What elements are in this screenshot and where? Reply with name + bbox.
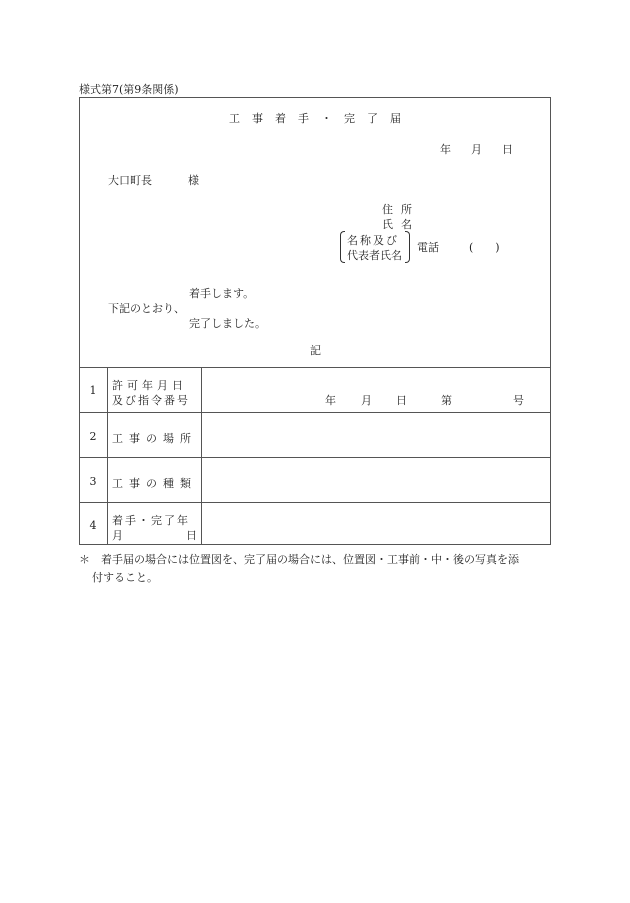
- statement-prefix: 下記のとおり、: [108, 302, 185, 315]
- row-divider: [79, 502, 551, 503]
- row-number: 2: [89, 430, 97, 443]
- permit-number-label: 及び指令番号: [112, 394, 190, 407]
- footnote-line1: ＊ 着手届の場合には位置図を、完了届の場合には、位置図・工事前・中・後の写真を添: [79, 553, 519, 566]
- row-divider: [79, 412, 551, 413]
- permit-month: 月: [361, 394, 372, 407]
- row-number: 3: [89, 475, 97, 488]
- row-number: 1: [89, 384, 97, 397]
- column-divider: [201, 367, 202, 545]
- permit-dai: 第: [441, 394, 452, 407]
- name-label: 氏名: [382, 218, 420, 231]
- corp-name-label: 名称及び: [347, 234, 399, 247]
- footnote-line2: 付すること。: [92, 571, 158, 584]
- representative-label: 代表者氏名: [347, 249, 402, 262]
- table-top-border: [79, 367, 551, 368]
- address-label: 住所: [382, 203, 420, 216]
- form-caption: 様式第7(第9条関係): [79, 83, 179, 96]
- row-number: 4: [89, 519, 97, 532]
- permit-date-label: 許可年月日: [112, 379, 187, 392]
- document-title: 工事着手・完了届: [229, 112, 413, 125]
- start-complete-day: 日: [186, 529, 197, 542]
- start-complete-month: 月: [112, 529, 123, 542]
- permit-day: 日: [396, 394, 407, 407]
- start-statement: 着手します。: [189, 287, 255, 300]
- row-divider: [79, 457, 551, 458]
- column-divider: [107, 367, 108, 545]
- complete-statement: 完了しました。: [189, 317, 266, 330]
- phone-label: 電話 ( ): [417, 241, 500, 254]
- start-complete-label: 着手・完了年: [112, 514, 190, 527]
- work-location-label: 工事の場所: [112, 432, 197, 445]
- addressee: 大口町長 様: [108, 174, 199, 187]
- permit-go: 号: [513, 394, 524, 407]
- ki-heading: 記: [310, 344, 321, 357]
- date-line: 年 月 日: [440, 143, 513, 156]
- permit-year: 年: [325, 394, 336, 407]
- work-type-label: 工事の種類: [112, 477, 197, 490]
